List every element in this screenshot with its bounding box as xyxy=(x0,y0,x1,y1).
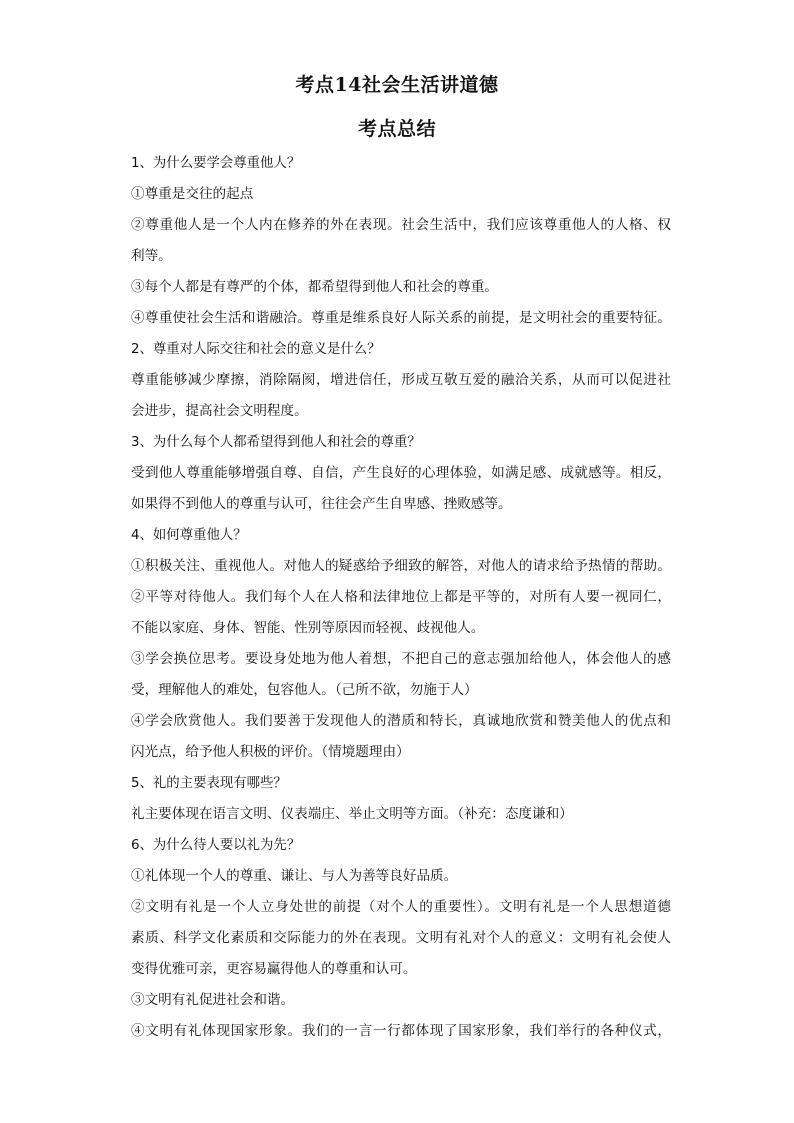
answer-line: 不能以家庭、身体、智能、性别等原因而轻视、歧视他人。 xyxy=(131,620,485,636)
answer-line: ③学会换位思考。要设身处地为他人着想，不把自己的意志强加给他人，体会他人的感 xyxy=(131,651,671,667)
answer-line: 会进步，提高社会文明程度。 xyxy=(131,403,308,419)
answer-line: ①积极关注、重视他人。对他人的疑惑给予细致的解答，对他人的请求给予热情的帮助。 xyxy=(131,558,671,574)
answer-line: 利等。 xyxy=(131,248,172,264)
document-title: 考点14社会生活讲道德 xyxy=(295,74,499,96)
answer-line: 闪光点，给予他人积极的评价。（情境题理由） xyxy=(131,744,410,760)
answer-line: 素质、科学文化素质和交际能力的外在表现。文明有礼对个人的意义：文明有礼会使人 xyxy=(131,930,671,946)
question-line: 5、礼的主要表现有哪些？ xyxy=(131,776,287,791)
answer-line: ④尊重使社会生活和谐融洽。尊重是维系良好人际关系的前提，是文明社会的重要特征。 xyxy=(131,310,671,326)
document-subtitle: 考点总结 xyxy=(357,118,436,140)
document-body xyxy=(131,148,671,1047)
answer-line: 变得优雅可亲，更容易赢得他人的尊重和认可。 xyxy=(131,961,417,977)
question-line: 1、为什么要学会尊重他人？ xyxy=(131,156,301,171)
answer-line: ②平等对待他人。我们每个人在人格和法律地位上都是平等的，对所有人要一视同仁， xyxy=(131,589,671,605)
answer-line: ④学会欣赏他人。我们要善于发现他人的潜质和特长，真诚地欣赏和赞美他人的优点和 xyxy=(131,713,671,729)
answer-line: ①尊重是交往的起点 xyxy=(131,186,254,202)
answer-line: 受到他人尊重能够增强自尊、自信，产生良好的心理体验，如满足感、成就感等。相反， xyxy=(131,465,671,481)
question-line: 2、尊重对人际交往和社会的意义是什么？ xyxy=(131,342,381,357)
answer-line: 尊重能够减少摩擦，消除隔阂，增进信任，形成互敬互爱的融洽关系，从而可以促进社 xyxy=(131,372,671,388)
answer-line: ③每个人都是有尊严的个体，都希望得到他人和社会的尊重。 xyxy=(131,279,499,295)
answer-line: 受，理解他人的难处，包容他人。（己所不欲，勿施于人） xyxy=(131,682,478,698)
question-line: 3、为什么每个人都希望得到他人和社会的尊重？ xyxy=(131,435,421,450)
answer-line: ④文明有礼体现国家形象。我们的一言一行都体现了国家形象，我们举行的各种仪式， xyxy=(131,1023,671,1039)
answer-line: ②文明有礼是一个人立身处世的前提（对个人的重要性）。文明有礼是一个人思想道德 xyxy=(131,899,671,915)
question-line: 4、如何尊重他人？ xyxy=(131,528,247,543)
answer-line: ③文明有礼促进社会和谐。 xyxy=(131,992,295,1008)
answer-line: 礼主要体现在语言文明、仪表端庄、举止文明等方面。（补充：态度谦和） xyxy=(131,806,573,822)
answer-line: 如果得不到他人的尊重与认可，往往会产生自卑感、挫败感等。 xyxy=(131,496,512,512)
question-line: 6、为什么待人要以礼为先？ xyxy=(131,838,301,853)
answer-line: ①礼体现一个人的尊重、谦让、与人为善等良好品质。 xyxy=(131,868,458,884)
answer-line: ②尊重他人是一个人内在修养的外在表现。社会生活中，我们应该尊重他人的人格、权 xyxy=(131,217,671,233)
